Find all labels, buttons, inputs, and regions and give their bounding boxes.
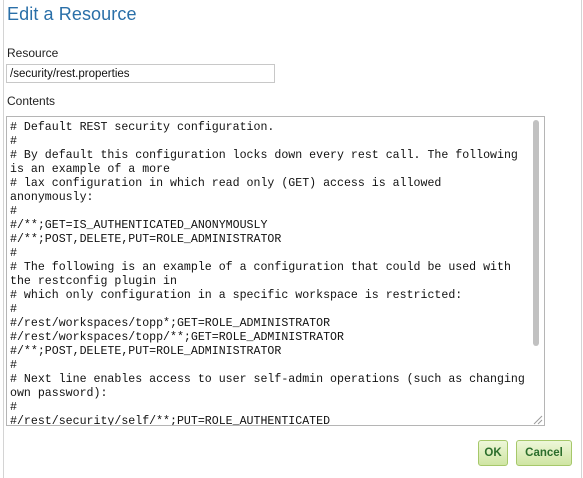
dialog-left-border [3,0,4,478]
resource-label: Resource [7,46,59,60]
contents-scrollbar[interactable] [529,118,543,414]
scrollbar-thumb[interactable] [533,120,539,346]
ok-button[interactable]: OK [478,440,508,466]
contents-text[interactable]: # Default REST security configuration. # # By default this configuration locks down every rest call. The following is an example of a more # lax configuration in which read only (GET) access is allowed anonymously: # #/**;GET=IS_AUTHENTICATED_ANONYMOUSLY #/**;POST,DELETE,PUT=ROLE_ADMINISTRATOR # # The following is an example of a configuration that could be used with the restconfig plugin in # which only configuration in a specific workspace is restricted: # #/rest/workspaces/topp*;GET=ROLE_ADMINISTRATOR #/rest/workspaces/topp/**;GET=ROLE_ADMINISTRATOR #/**;POST,DELETE,PUT=ROLE_ADMINISTRATOR # # Next line enables access to user self-admin operations (such as changing own password): # #/rest/security/self/**;PUT=ROLE_AUTHENTICATED [10,121,525,426]
resource-input[interactable] [6,64,275,83]
contents-textarea[interactable] [6,116,545,426]
contents-label: Contents [7,94,56,108]
cancel-button[interactable]: Cancel [516,440,572,466]
dialog-right-border [581,0,582,478]
resize-grip-icon[interactable] [531,412,543,424]
dialog-title: Edit a Resource [7,4,137,24]
